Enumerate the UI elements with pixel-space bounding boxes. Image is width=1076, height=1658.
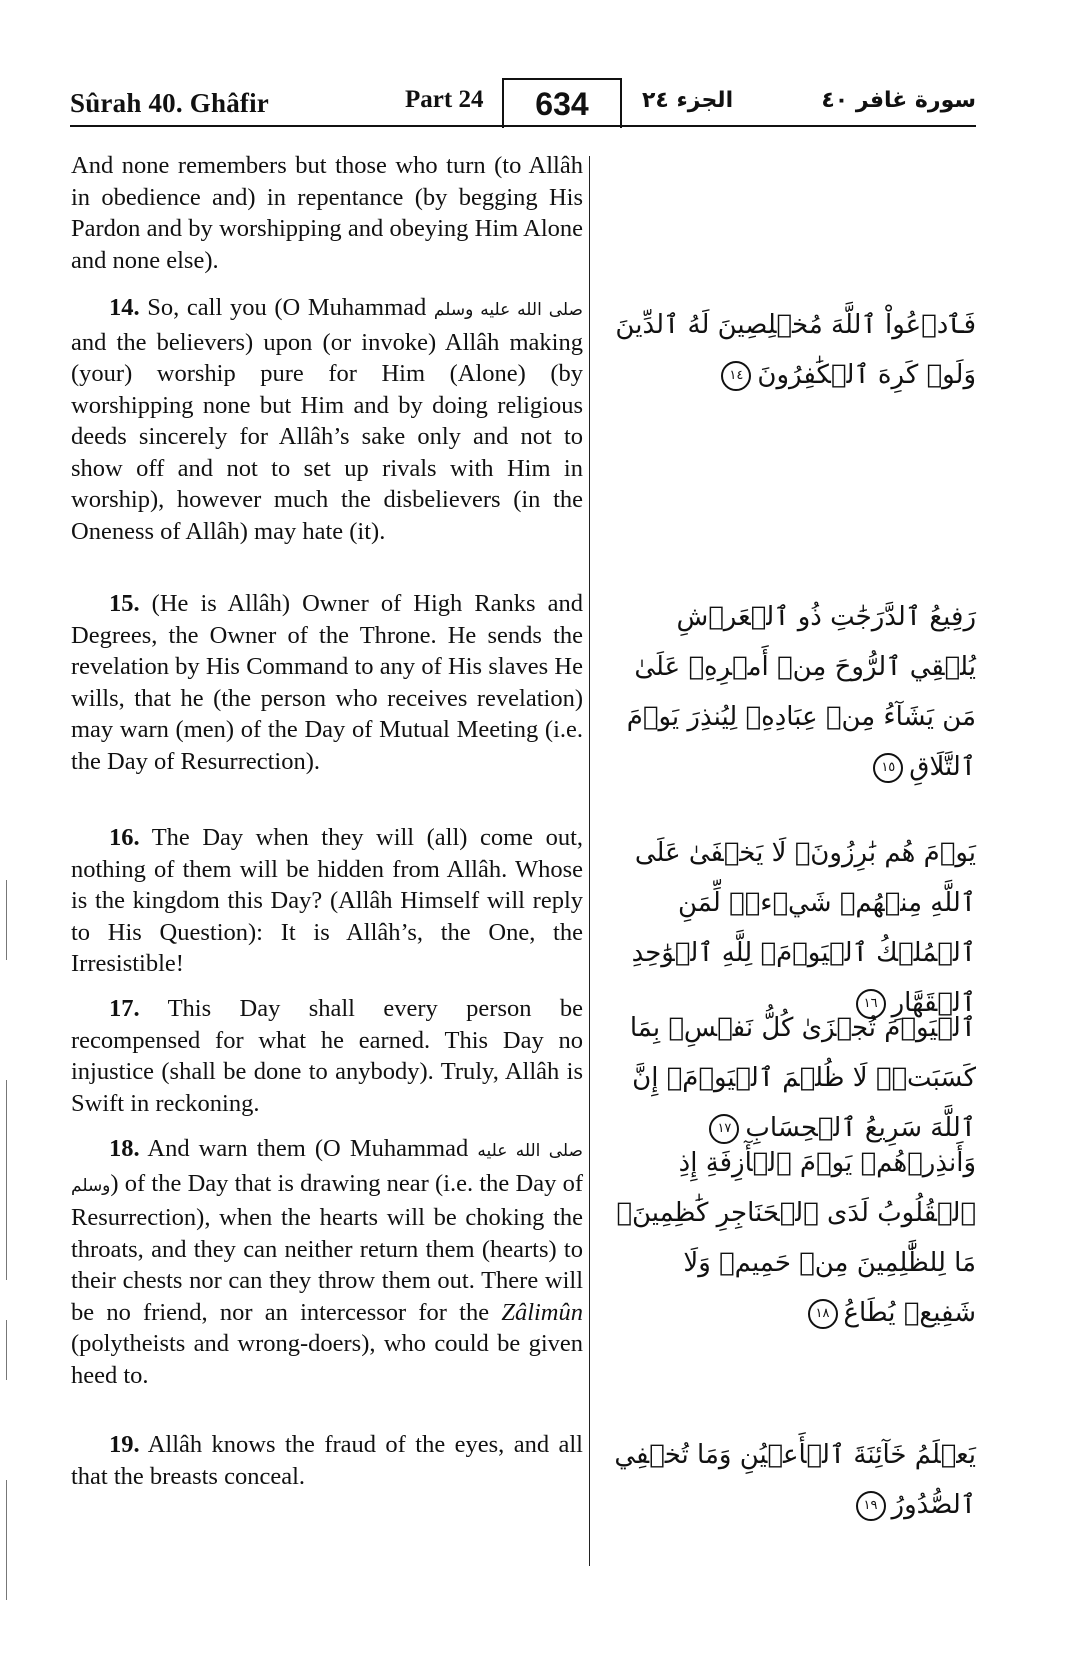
salutation-inline: صلى الله عليه وسلم [433,300,583,320]
surah-title: Sûrah 40. Ghâfir [70,88,269,118]
verse-18-translation [71,1133,583,1391]
ayah-end-marker: ١٨ [808,1299,838,1329]
verse-19-translation [71,1429,583,1492]
salutation-inline: صلى الله عليه وسلم [71,1141,583,1196]
verse-text: So, call you (O Muhammad [139,294,434,321]
verse-16-translation [71,822,583,980]
verse-number: 16. [109,824,140,851]
verse-number: 15. [109,590,140,617]
verse-text: This Day shall every person be recompensed for what he earned. This Day no injustice (shall be done to anybody). Truly, Allâh is Swift in reckoning. [71,995,583,1117]
verse-number: 14. [109,294,140,321]
arabic-verse-text: فَٱدۡعُواْ ٱللَّهَ مُخۡلِصِينَ لَهُ ٱلدِّينَ وَلَوۡ كَرِهَ ٱلۡكَٰفِرُونَ [615,310,976,390]
intro-text-block [71,150,583,276]
verse-number: 17. [109,995,140,1022]
verse-14-arabic [610,300,976,400]
verse-number: 18. [109,1135,140,1162]
arabic-part-label: الجزء ٢٤ [642,88,734,113]
scan-margin-mark [6,880,7,960]
verse-16-arabic [610,828,976,1028]
ayah-end-marker: ١٥ [873,753,903,783]
verse-number: 19. [109,1431,140,1458]
arabic-verse-text: وَأَنذِرۡهُمۡ يَوۡمَ ٱلۡأٓزِفَةِ إِذِ ٱلۡقُلُوبُ لَدَى ٱلۡحَنَاجِرِ كَٰظِمِينَۚ مَا لِلظَّٰلِمِينَ مِنۡ حَمِيمٖ وَلَا شَفِيعٖ يُطَاعُ [616,1148,976,1328]
arabic-surah-title: سورة غافر ٤٠ [821,88,976,113]
verse-text: The Day when they will (all) come out, nothing of them will be hidden from Allâh. Whose is the kingdom this Day? (Allâh Himself will reply to His Question): It is Allâh’s, the One, the Irresistible! [71,824,583,977]
verse-15-translation [71,588,583,777]
arabic-verse-text: يَعۡلَمُ خَآئِنَةَ ٱلۡأَعۡيُنِ وَمَا تُخۡفِي ٱلصُّدُورُ [614,1440,976,1520]
ayah-end-marker: ١٩ [856,1491,886,1521]
intro-text: And none remembers but those who turn (to Allâh in obedience and) in repentance (by begging His Pardon and by worshipping and obeying Him Alone and none else). [71,152,583,274]
scan-margin-mark [6,1080,7,1280]
column-divider [589,156,590,1566]
ayah-end-marker: ١٧ [709,1114,739,1144]
verse-15-arabic [610,592,976,792]
header-rule [70,125,976,127]
page-number: 634 [535,86,589,122]
arabic-verse-text: ٱلۡيَوۡمَ تُجۡزَىٰ كُلُّ نَفۡسِۭ بِمَا كَسَبَتۡۚ لَا ظُلۡمَ ٱلۡيَوۡمَۚ إِنَّ ٱللَّهَ سَرِيعُ ٱلۡحِسَابِ [629,1013,976,1143]
part-label: Part 24 [405,86,484,113]
arabic-verse-text: رَفِيعُ ٱلدَّرَجَٰتِ ذُو ٱلۡعَرۡشِ يُلۡقِي ٱلرُّوحَ مِنۡ أَمۡرِهِۦ عَلَىٰ مَن يَشَآءُ مِنۡ عِبَادِهِۦ لِيُنذِرَ يَوۡمَ ٱلتَّلَاقِ [626,602,976,782]
verse-14-translation [71,292,583,547]
arabic-verse-text: يَوۡمَ هُم بَٰرِزُونَۖ لَا يَخۡفَىٰ عَلَى ٱللَّهِ مِنۡهُمۡ شَيۡءٞۚ لِّمَنِ ٱلۡمُلۡكُ ٱلۡيَوۡمَۖ لِلَّهِ ٱلۡوَٰحِدِ ٱلۡقَهَّارِ [631,838,976,1018]
scan-margin-mark [6,1480,7,1600]
page-number-box [502,78,622,128]
verse-17-translation [71,993,583,1119]
page-header [70,78,976,126]
ayah-end-marker: ١٦ [856,989,886,1019]
verse-text: and the believers) upon (or invoke) Allâh making (your) worship pure for Him (Alone) (by worshipping none but Him and by doing religious deeds sincerely for Allâh’s sake only and not to show off and not to set up rivals with Him in worship), however much the disbelievers (in the Oneness of Allâh) may hate (it). [71,328,583,545]
verse-text: (polytheists and wrong-doers), who could be given heed to. [71,1330,583,1389]
verse-19-arabic [610,1430,976,1530]
verse-17-arabic [610,1003,976,1153]
scan-margin-mark [6,1320,7,1380]
verse-text: (He is Allâh) Owner of High Ranks and Degrees, the Owner of the Throne. He sends the revelation by His Command to any of His slaves He wills, that he (the person who receives revelation) may warn (men) of the Day of Mutual Meeting (i.e. the Day of Resurrection). [71,590,583,775]
italic-term: Zâlimûn [501,1298,583,1326]
verse-18-arabic [610,1138,976,1338]
verse-text: ) of the Day that is drawing near (i.e. the Day of Resurrection), when the hearts will be choking the throats, and they can neither return them (hearts) to their chests nor can they throw them out. There will be no friend, nor an intercessor for the [71,1169,583,1326]
verse-text: And warn them (O Muhammad [139,1135,478,1162]
verse-text: Allâh knows the fraud of the eyes, and all that the breasts conceal. [71,1431,583,1490]
ayah-end-marker: ١٤ [721,361,751,391]
